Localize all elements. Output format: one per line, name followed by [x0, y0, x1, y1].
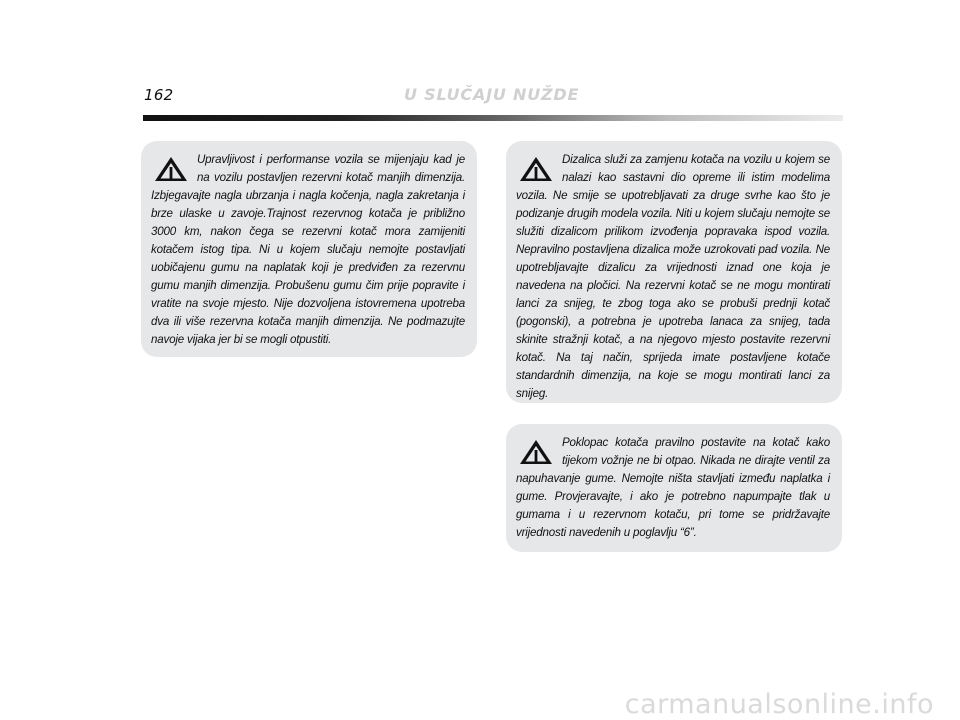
warning-text: Upravljivost i performanse vozila se mijenjaju kad je na vozilu postavljen rezervni kotač manjih dimenzija. Izbjegavajte nagla ubrzanja i nagla kočenja, nagla zakretanja i brze ulaske u zavoje.Trajnost rezervnog kotača je približno 3000 km, nakon čega se rezervni kotač mora zamijeniti kotačem istog tipa. Ni u kojem slučaju nemojte postavljati uobičajenu gumu na naplatak koji je predviđen za rezervnu gumu manjih dimenzija. Probušenu gumu čim prije popravite i vratite na svoje mjesto. Nije dozvoljena istovremena upotreba dva ili više rezervna kotača manjih dimenzija. Ne podmazujte navoje vijaka jer bi se mogli otpustiti.: [151, 153, 465, 346]
warning-triangle-icon: [518, 438, 554, 466]
header-rule: [143, 115, 843, 121]
warning-box-spare-wheel: [141, 141, 477, 357]
section-title: U SLUČAJU NUŽDE: [404, 85, 580, 104]
page-number: 162: [144, 86, 174, 104]
warning-box-wheel-cover: [506, 424, 842, 552]
warning-box-jack: [506, 141, 842, 403]
warning-triangle-icon: [153, 155, 189, 183]
warning-text: Dizalica služi za zamjenu kotača na vozilu u kojem se nalazi kao sastavni dio opreme ili istim modelima vozila. Ne smije se upotrebljavati za druge svrhe kao što je podizanje drugih modela vozila. Niti u kojem slučaju nemojte se služiti dizalicom prilikom izvođenja popravaka ispod vozila. Nepravilno postavljena dizalica može uzrokovati pad vozila. Ne upotrebljavajte dizalicu za vrijednosti iznad one koja je navedena na pločici. Na rezervni kotač se ne mogu montirati lanci za snijeg, te zbog toga ako se probuši prednji kotač (pogonski), a potrebna je upotreba lanaca za snijeg, tada skinite stražnji kotač, a na njegovo mjesto postavite rezervni kotač. Na taj način, sprijeda imate postavljene kotače standardnih dimenzija, na koje se mogu montirati lanci za snijeg.: [516, 153, 830, 400]
watermark: carmanualsonline.info: [624, 689, 934, 720]
warning-text: Poklopac kotača pravilno postavite na kotač kako tijekom vožnje ne bi otpao. Nikada ne dirajte ventil za napuhavanje gume. Nemojte ništa stavljati između naplatka i gume. Provjeravajte, i ako je potrebno napumpajte tlak u gumama i u rezervnom kotaču, pri tome se pridržavajte vrijednosti navedenih u poglavlju “6”.: [516, 436, 830, 539]
warning-triangle-icon: [518, 155, 554, 183]
